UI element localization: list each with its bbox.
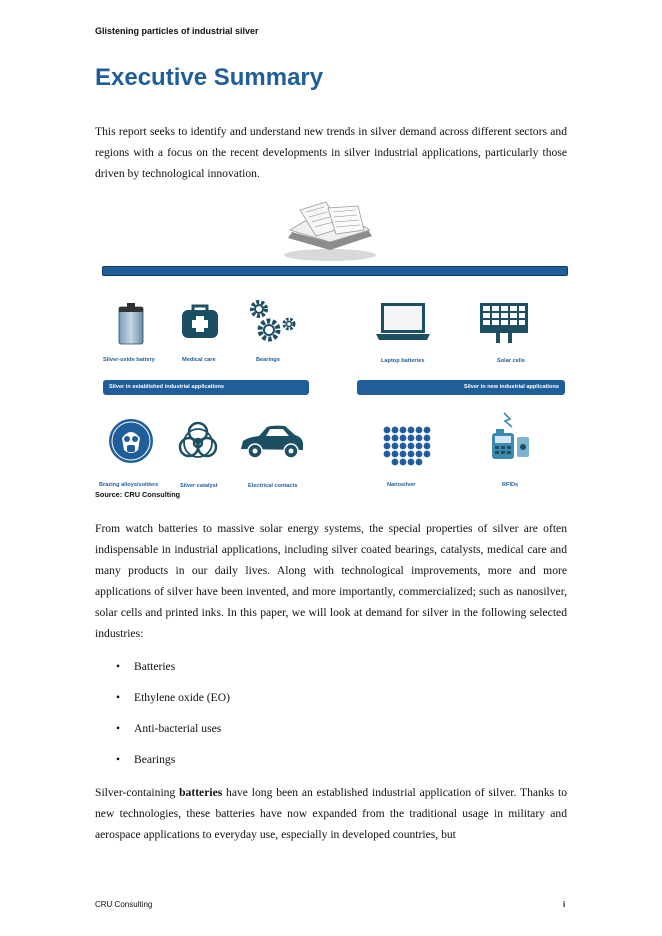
gears-icon <box>247 298 299 344</box>
bullet-marker: • <box>116 753 121 766</box>
list-item-text: Bearings <box>134 753 176 766</box>
label-silver-oxide-battery: Silver-oxide battery <box>103 357 155 363</box>
solar-panel-icon <box>480 303 528 343</box>
bullet-marker: • <box>116 722 121 735</box>
battery-icon <box>117 303 145 345</box>
figure-top-bar <box>102 266 568 276</box>
batteries-paragraph-start: Silver-containing <box>95 786 180 799</box>
list-item <box>95 722 567 753</box>
body-paragraph: From watch batteries to massive solar energy systems, the special properties of silver are often indispensable in industrial applications, including silver coated bearings, catalysts, medical care and many products in our daily lives. Along with technological improvements, more and more applications of silver have been invented, and more importantly, commercialized; such as nanosilver, solar cells and printed inks. In this paper, we will look at demand for silver in the following selected industries: <box>95 522 567 640</box>
label-solar-cells: Solar cells <box>497 358 525 364</box>
label-nanosilver: Nanosilver <box>387 482 416 488</box>
label-rfids: RFIDs <box>502 482 519 488</box>
footer-company: CRU Consulting <box>95 900 153 909</box>
label-brazing: Brazing alloys/solders <box>99 482 159 488</box>
page-number: i <box>563 900 566 909</box>
industry-list <box>95 660 567 784</box>
label-bearings: Bearings <box>256 357 280 363</box>
nanoparticles-icon <box>383 426 431 466</box>
label-medical-care: Medical care <box>182 357 216 363</box>
list-item-text: Anti-bacterial uses <box>134 722 222 735</box>
batteries-paragraph-rest: have long been an established industrial application of silver. Thanks to new technologies, these batteries have now expanded from the traditional usage in military and aerospace applications to everyday use, especially in developed countries, but <box>95 786 567 841</box>
batteries-paragraph <box>95 782 567 845</box>
label-electrical-contacts: Electrical contacts <box>248 483 298 489</box>
label-laptop-batteries: Laptop batteries <box>381 358 425 364</box>
page-title: Executive Summary <box>95 64 324 91</box>
list-item <box>95 753 567 784</box>
label-silver-catalyst: Silver catalyst <box>180 483 218 489</box>
applications-figure <box>95 197 570 502</box>
documents-icon <box>280 200 380 262</box>
car-icon <box>239 423 305 461</box>
biohazard-icon <box>176 420 220 462</box>
gas-mask-icon <box>108 418 154 464</box>
bullet-marker: • <box>116 660 121 673</box>
list-item <box>95 660 567 691</box>
figure-source: Source: CRU Consulting <box>95 490 181 499</box>
intro-paragraph: This report seeks to identify and understand new trends in silver demand across different sectors and regions with a focus on the recent developments in silver industrial applications, particularly those driven by technological innovation. <box>95 125 567 180</box>
bullet-marker: • <box>116 691 121 704</box>
new-applications-banner: Silver in new industrial applications <box>357 380 565 395</box>
rfid-reader-icon <box>488 411 532 461</box>
list-item-text: Ethylene oxide (EO) <box>134 691 230 704</box>
medical-kit-icon <box>180 304 220 340</box>
laptop-icon <box>374 302 432 342</box>
running-header: Glistening particles of industrial silver <box>95 26 259 36</box>
list-item <box>95 691 567 722</box>
list-item-text: Batteries <box>134 660 176 673</box>
established-applications-banner: Silver in established industrial applications <box>103 380 309 395</box>
batteries-keyword: batteries <box>179 786 223 799</box>
